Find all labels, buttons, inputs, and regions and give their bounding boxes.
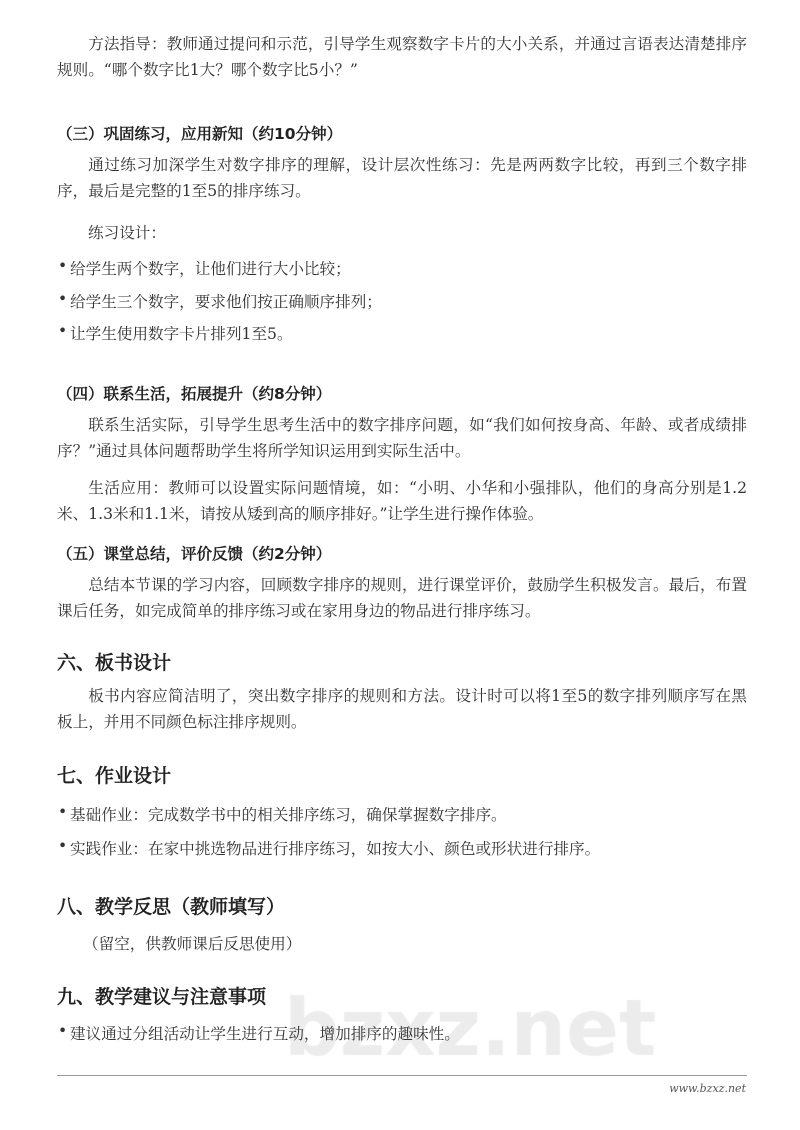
section-seven-heading: 七、作业设计 [57, 765, 172, 787]
life-application-paragraph: 生活应用：教师可以设置实际问题情境，如：“小明、小华和小强排队，他们的身高分别是1.2米、1.3米和1.1米，请按从矮到高的顺序排好。”让学生进行操作体验。 [57, 479, 747, 523]
list-item: • 给学生三个数字，要求他们按正确顺序排列； [70, 290, 382, 312]
practice-design-label: 练习设计： [88, 224, 166, 242]
section-5-body: 总结本节课的学习内容，回顾数字排序的规则，进行课堂评价，鼓励学生积极发言。最后，布置课后任务，如完成简单的排序练习或在家用身边的物品进行排序练习。 [57, 576, 747, 620]
footer-divider [57, 1075, 747, 1076]
section-3-heading: （三）巩固练习，应用新知（约10分钟） [57, 125, 343, 143]
footer-url: www.bzxz.net [669, 1082, 746, 1095]
list-item: • 实践作业：在家中挑选物品进行排序练习，如按大小、颜色或形状进行排序。 [70, 837, 600, 859]
section-5-heading: （五）课堂总结，评价反馈（约2分钟） [57, 545, 332, 563]
section-nine-heading: 九、教学建议与注意事项 [57, 986, 267, 1008]
list-item: • 给学生两个数字，让他们进行大小比较； [70, 257, 351, 279]
method-guide-paragraph: 方法指导：教师通过提问和示范，引导学生观察数字卡片的大小关系，并通过言语表达清楚排序规则。“哪个数字比1大？哪个数字比5小？” [57, 35, 747, 79]
section-eight-body: （留空，供教师课后反思使用） [83, 935, 302, 953]
list-item: • 让学生使用数字卡片排列1至5。 [70, 322, 293, 344]
section-3-body: 通过练习加深学生对数字排序的理解，设计层次性练习：先是两两数字比较，再到三个数字排序，最后是完整的1至5的排序练习。 [57, 156, 747, 200]
section-six-body: 板书内容应简洁明了，突出数字排序的规则和方法。设计时可以将1至5的数字排列顺序写在黑板上，并用不同颜色标注排序规则。 [57, 687, 747, 731]
section-eight-heading: 八、教学反思（教师填写） [57, 896, 286, 918]
section-six-heading: 六、板书设计 [57, 652, 172, 674]
section-4-body: 联系生活实际，引导学生思考生活中的数字排序问题，如“我们如何按身高、年龄、或者成绩排序？”通过具体问题帮助学生将所学知识运用到实际生活中。 [57, 416, 747, 460]
list-item: • 基础作业：完成数学书中的相关排序练习，确保掌握数字排序。 [70, 803, 507, 825]
list-item: • 建议通过分组活动让学生进行互动，增加排序的趣味性。 [70, 1022, 460, 1044]
section-4-heading: （四）联系生活，拓展提升（约8分钟） [57, 385, 332, 403]
